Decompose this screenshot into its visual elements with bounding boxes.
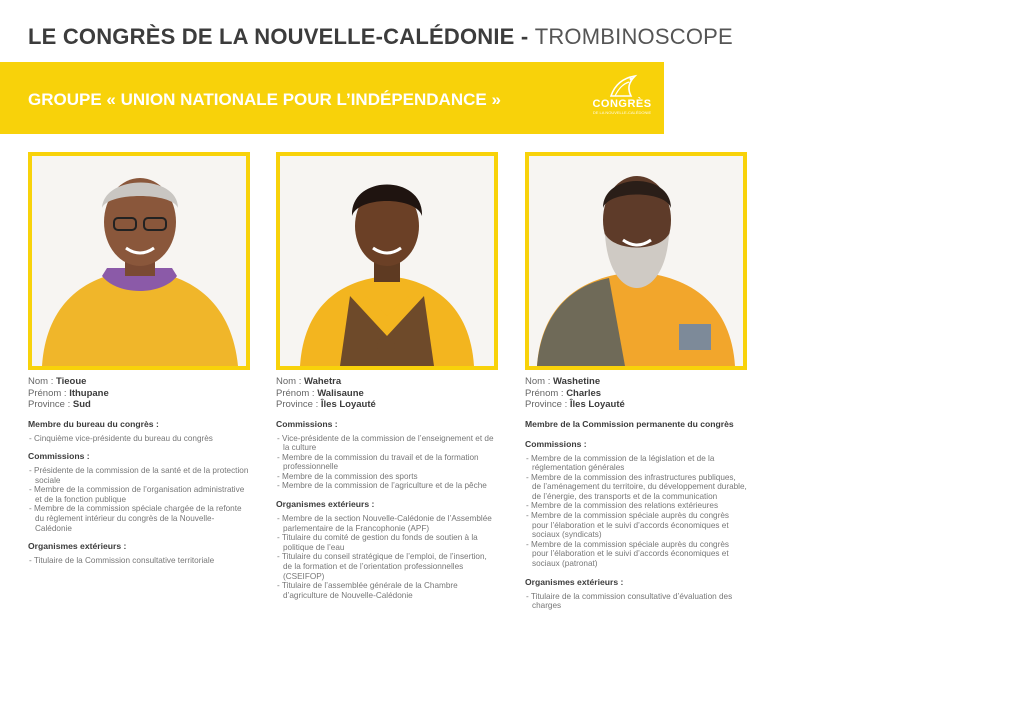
member-province: Province : Sud [28, 399, 91, 410]
section-list [276, 514, 498, 600]
section-list [28, 434, 250, 444]
list-item: - Titulaire du comité de gestion du fonds de soutien à la politique de l’eau [276, 533, 498, 552]
logo-text: CONGRÈS [592, 98, 652, 110]
list-item: - Présidente de la commission de la santé et de la protection sociale [28, 466, 250, 485]
section-heading: Commissions : [28, 451, 90, 462]
member-prenom: Prénom : Charles [525, 387, 602, 399]
section-heading: Commissions : [525, 438, 587, 449]
member-identity [525, 376, 747, 411]
member-province: Province : Îles Loyauté [276, 399, 376, 410]
group-name: GROUPE « UNION NATIONALE POUR L’INDÉPENDANCE » [28, 90, 501, 109]
member-nom: Nom : Washetine [525, 376, 601, 387]
member-identity [276, 376, 498, 411]
list-item: - Membre de la commission de l’agriculture et de la pêche [276, 481, 498, 491]
section-heading: Commissions : [276, 418, 338, 429]
section-list [525, 454, 747, 569]
list-item: - Vice-présidente de la commission de l’enseignement et de la culture [276, 434, 498, 453]
member-photo [276, 152, 498, 370]
member-prenom: Prénom : Ithupane [28, 387, 109, 399]
member-photo [28, 152, 250, 370]
member-card-2 [276, 152, 498, 600]
list-item: - Membre de la commission des infrastructures publiques, de l’aménagement du territoire, du développement durable, de l’énergie, des transports et de la communication [525, 473, 747, 502]
logo-subtext: DE LA NOUVELLE-CALÉDONIE [592, 110, 652, 115]
list-item: - Titulaire de la commission consultative d’évaluation des charges [525, 592, 747, 611]
bird-logo-icon [605, 74, 639, 100]
title-main: LE CONGRÈS DE LA NOUVELLE-CALÉDONIE - [28, 24, 535, 49]
list-item: - Membre de la commission de la législation et de la réglementation générales [525, 454, 747, 473]
section-heading: Organismes extérieurs : [276, 499, 375, 510]
member-photo [525, 152, 747, 370]
member-prenom: Prénom : Walisaune [276, 387, 364, 399]
section-heading: Membre de la Commission permanente du congrès [525, 418, 734, 429]
section-heading: Organismes extérieurs : [525, 576, 624, 587]
section-list [28, 556, 250, 566]
list-item: - Titulaire de l’assemblée générale de la Chambre d’agriculture de Nouvelle-Calédonie [276, 581, 498, 600]
member-nom: Nom : Wahetra [276, 376, 342, 387]
list-item: - Cinquième vice-présidente du bureau du congrès [28, 434, 250, 444]
member-card-1 [28, 152, 250, 566]
section-heading: Membre du bureau du congrès : [28, 418, 159, 429]
section-list [276, 434, 498, 492]
title-sub: TROMBINOSCOPE [534, 24, 733, 49]
section-heading: Organismes extérieurs : [28, 541, 127, 552]
section-list [28, 466, 250, 533]
member-nom: Nom : Tieoue [28, 376, 87, 387]
list-item: - Titulaire de la Commission consultative territoriale [28, 556, 250, 566]
member-card-3 [525, 152, 747, 611]
list-item: - Titulaire du conseil stratégique de l’emploi, de l’insertion, de la formation et de l’orientation professionnelles (CSEIFOP) [276, 552, 498, 581]
list-item: - Membre de la commission spéciale auprès du congrès pour l’élaboration et le suivi d’accords économiques et sociaux (syndicats) [525, 511, 747, 540]
section-list [525, 592, 747, 611]
group-banner [0, 62, 664, 134]
list-item: - Membre de la commission spéciale auprès du congrès pour l’élaboration et le suivi d’accords économiques et sociaux (patronat) [525, 540, 747, 569]
member-identity [28, 376, 250, 411]
list-item: - Membre de la section Nouvelle-Calédonie de l’Assemblée parlementaire de la Francophonie (APF) [276, 514, 498, 533]
member-province: Province : Îles Loyauté [525, 399, 625, 410]
list-item: - Membre de la commission de l’organisation administrative et de la fonction publique [28, 485, 250, 504]
list-item: - Membre de la commission du travail et de la formation professionnelle [276, 453, 498, 472]
list-item: - Membre de la commission spéciale chargée de la refonte du règlement intérieur du congrès de la Nouvelle-Calédonie [28, 504, 250, 533]
list-item: - Membre de la commission des relations extérieures [525, 501, 747, 511]
congres-logo [586, 74, 658, 126]
page-title [28, 24, 733, 50]
list-item: - Membre de la commission des sports [276, 472, 498, 482]
